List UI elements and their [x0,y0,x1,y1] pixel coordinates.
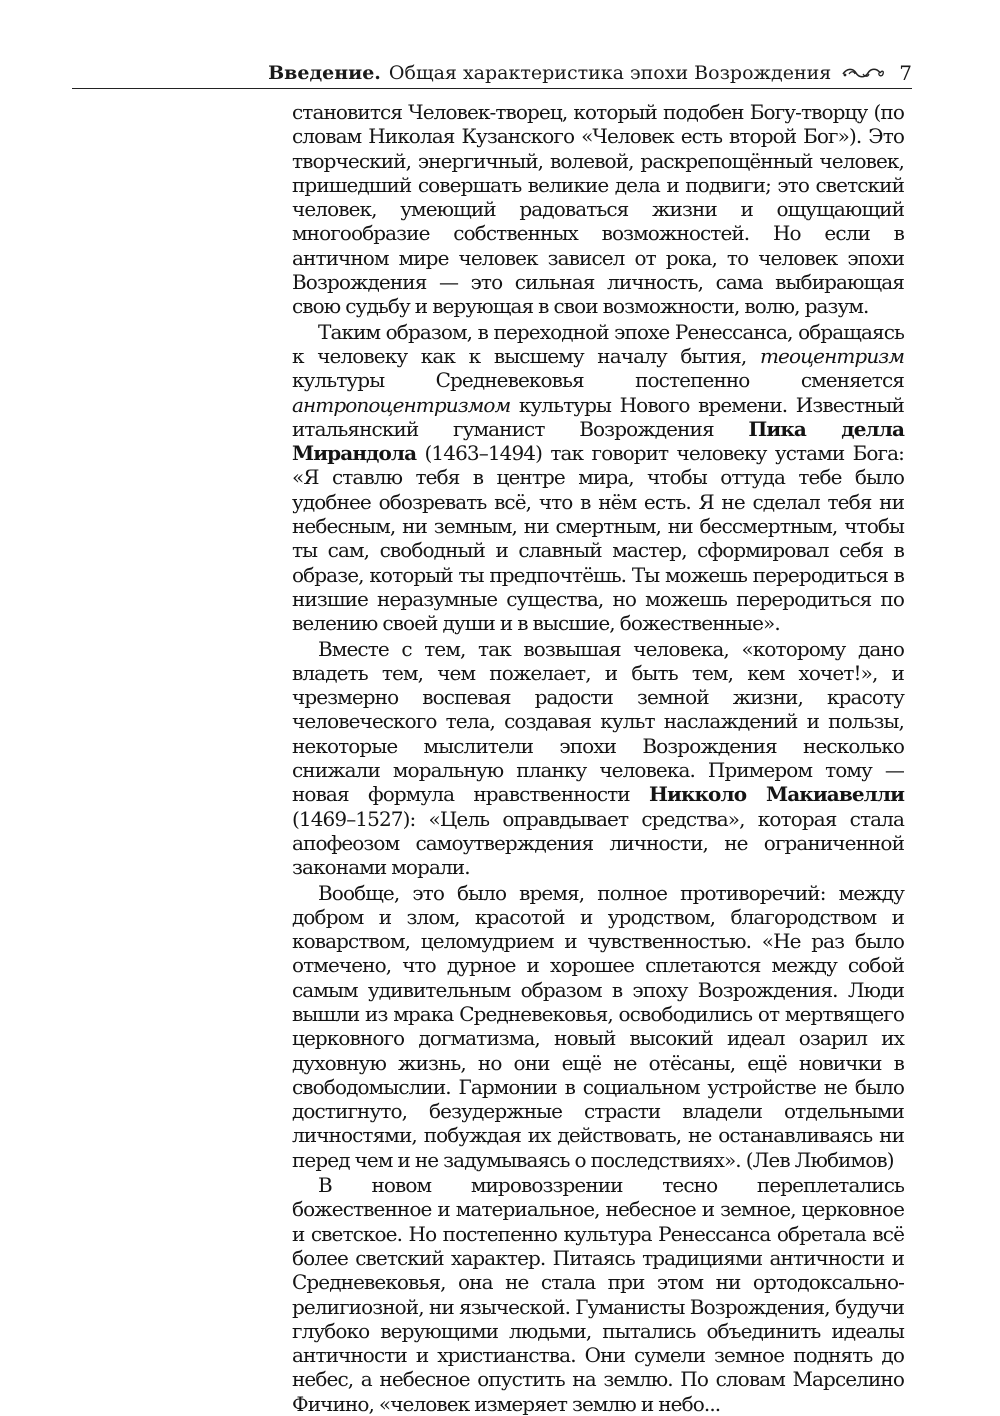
section-label: Введение. [268,62,381,84]
running-head [72,58,912,89]
paragraph: Вообще, это было время, полное противоречий: между добром и злом, красотой и уродством, благородством и коварством, целомудрием и чувственностью. «Не раз было отмечено, что дурное и хорошее сплетаются между собой самым удивительным образом в эпоху Возрождения. Люди вышли из мрака Средневековья, освободились от мертвящего церковного догматизма, новый высокий идеал озарил их духовную жизнь, но они ещё не отёсаны, ещё новички в свободомыслии. Гармонии в социальном устройстве не было достигнуто, безудержные страсти владели отдельными личностями, побуждая их действовать, не останавливаясь ни перед чем и не задумываясь о последствиях». (Лев Любимов) [292,880,904,1172]
page-number: 7 [899,61,912,85]
body-text [292,100,904,1416]
emphasis-term: антропоцентризмом [292,392,511,417]
vine-ornament-icon [841,65,885,81]
paragraph: Вместе с тем, так возвышая человека, «которому дано владеть тем, чем пожелает, и быть тем, кем хочет!», и чрезмерно воспевая радости земной жизни, красоту человеческого тела, создавая культ наслаждений и пользы, некоторые мыслители эпохи Возрождения несколько снижали моральную планку человека. Примером тому — новая формула нравственности Никколо Макиавелли (1469–1527): «Цель оправдывает средства», которая стала апофеозом самоутверждения личности, не ограниченной законами морали. [292,636,904,880]
paragraph: В новом мировоззрении тесно переплетались божественное и материальное, небесное и земное, церковное и светское. Но постепенно культура Ренессанса обретала всё более светский характер. Питаясь традициями античности и Средневековья, она не стала при этом ни ортодоксально-религиозной, ни языческой. Гуманисты Возрождения, будучи глубоко верующими людьми, пытались объединить идеалы античности и христианства. Они сумели земное поднять до небес, а небесное опустить на землю. По словам Марселино Фичино, «человек измеряет землю и небо... [292,1173,904,1416]
paragraph: Таким образом, в переходной эпохе Ренессанса, обращаясь к человеку как к высшему началу бытия, теоцентризм культуры Средневековья постепенно сменяется антропоцентризмом культуры Нового времени. Известный итальянский гуманист Возрождения Пика делла Мирандола (1463–1494) так говорит человеку устами Бога: «Я ставлю тебя в центре мира, чтобы оттуда тебе было удобнее обозревать всё, что в нём есть. Я не сделал тебя ни небесным, ни земным, ни смертным, ни бессмертным, чтобы ты сам, свободный и славный мастер, сформировал себя в образе, который ты предпочтёшь. Ты можешь переродиться в низшие неразумные существа, но можешь переродиться по велению своей души и в высшие, божественные». [292,319,905,636]
person-name: Никколо Макиавелли [649,782,904,807]
emphasis-term: теоцентризм [759,343,904,368]
paragraph: становится Человек-творец, который подобен Богу-творцу (по словам Николая Кузанского «Человек есть второй Бог»). Это творческий, энергичный, волевой, раскрепощённый человек, пришедший совершать великие дела и подвиги; это светский человек, умеющий радоваться жизни и ощущающий многообразие собственных возможностей. Но если в античном мире человек зависел от рока, то человек эпохи Возрождения — это сильная личность, сама выбирающая свою судьбу и верующая в свои возможности, волю, разум. [292,100,904,319]
person-name: Пика делла Мирандола [292,416,905,466]
chapter-title: Общая характеристика эпохи Возрождения [388,62,832,84]
